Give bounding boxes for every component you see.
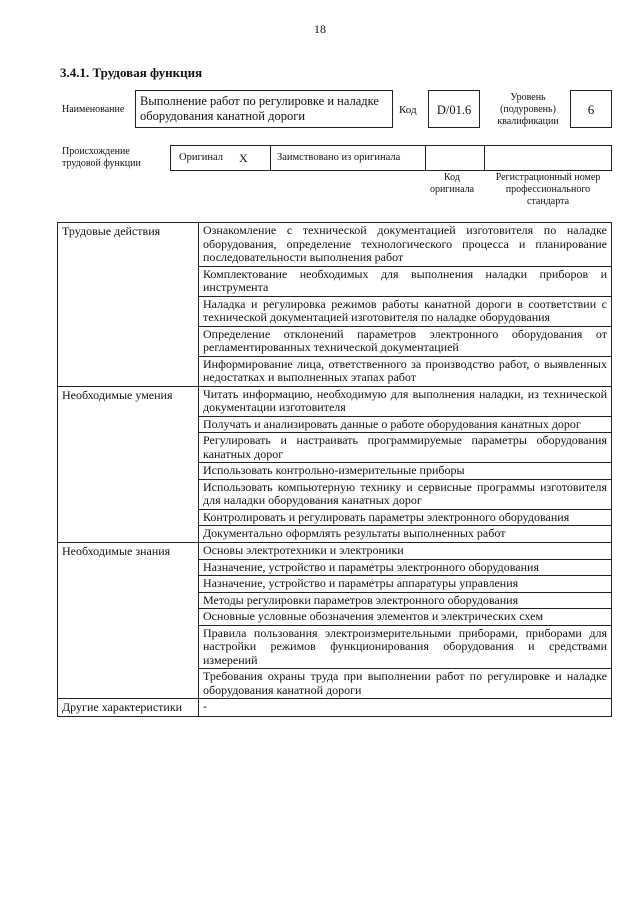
table-cell: Информирование лица, ответственного за производство работ, о выявленных недостатках и выполненных этапах работ [199,356,612,386]
table-row [58,542,612,559]
table-row [58,699,612,717]
table-row [58,356,612,386]
qualification-level-field: 6 [570,90,612,128]
table-row [58,416,612,433]
table-cell: Наладка и регулировка режимов работы канатной дороги в соответствии с технической документацией изготовителя по наладке оборудования [199,296,612,326]
function-table [57,222,612,717]
table-cell: Ознакомление с технической документацией изготовителя по наладке оборудования, определение технологического процесса и планирование последовательности выполнения работ [199,223,612,267]
function-name-field: Выполнение работ по регулировке и наладке оборудования канатной дороги [135,90,393,128]
table-cell: Читать информацию, необходимую для выполнения наладки, из технической документации изготовителя [199,386,612,416]
table-row [58,296,612,326]
table-row [58,592,612,609]
table-row [58,386,612,416]
origin-row [171,145,612,171]
table-row [58,576,612,593]
qualification-level-label: Уровень (подуровень) квалификации [497,92,559,127]
category-label: Другие характеристики [58,699,199,717]
original-code-cell [425,145,485,171]
table-cell: Назначение, устройство и параметры аппаратуры управления [199,576,612,593]
table-row [58,625,612,669]
origin-label: Происхождение трудовой функции [62,146,141,169]
table-row [58,463,612,480]
category-label: Трудовые действия [58,223,199,267]
reg-number-cell [484,145,612,171]
table-cell: Основные условные обозначения элементов и электрических схем [199,609,612,626]
table-row [58,559,612,576]
table-cell: Методы регулировки параметров электронного оборудования [199,592,612,609]
reg-number-label: Регистрационный номер профессионального стандарта [495,172,601,207]
table-cell: - [199,699,612,717]
table-cell: Правила пользования электроизмерительными приборами, приборами для настройки режимов функционирования оборудования и средствами измерений [199,625,612,669]
original-mark: X [239,151,248,165]
table-cell: Назначение, устройство и параметры электронного оборудования [199,559,612,576]
table-row [58,266,612,296]
table-cell: Использовать компьютерную технику и сервисные программы изготовителя для наладки оборудования канатных дорог [199,479,612,509]
borrowed-cell: Заимствовано из оригинала [270,145,426,171]
name-label: Наименование [62,104,125,115]
code-field: D/01.6 [428,90,480,128]
table-row [58,326,612,356]
table-row [58,509,612,526]
table-cell: Требования охраны труда при выполнении работ по регулировке и наладке оборудования канатной дороги [199,669,612,699]
table-cell: Использовать контрольно-измерительные приборы [199,463,612,480]
original-cell [170,145,271,171]
table-cell: Документально оформлять результаты выполненных работ [199,526,612,543]
original-label: Оригинал [179,152,223,163]
table-cell: Комплектование необходимых для выполнения наладки приборов и инструмента [199,266,612,296]
table-cell: Регулировать и настраивать программируемые параметры оборудования канатных дорог [199,433,612,463]
original-code-label: Код оригинала [429,172,475,195]
table-row [58,609,612,626]
table-cell: Получать и анализировать данные о работе оборудования канатных дорог [199,416,612,433]
table-row [58,669,612,699]
page-number: 18 [314,22,326,36]
code-label: Код [399,104,417,116]
table-row [58,526,612,543]
category-label: Необходимые знания [58,542,199,559]
category-label: Необходимые умения [58,386,199,416]
table-row [58,433,612,463]
table-cell: Определение отклонений параметров электронного оборудования от регламентированных технической документацией [199,326,612,356]
table-cell: Основы электротехники и электроники [199,542,612,559]
table-row [58,479,612,509]
section-title: 3.4.1. Трудовая функция [60,65,203,80]
table-row [58,223,612,267]
table-cell: Контролировать и регулировать параметры электронного оборудования [199,509,612,526]
